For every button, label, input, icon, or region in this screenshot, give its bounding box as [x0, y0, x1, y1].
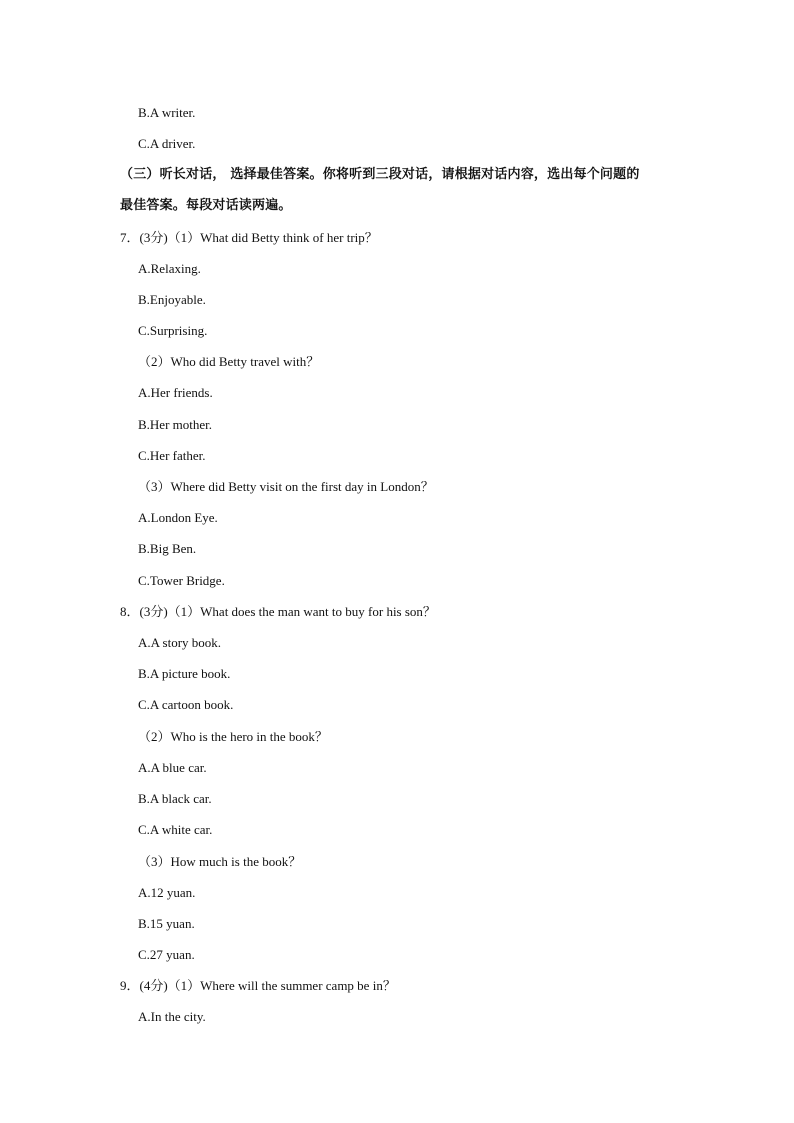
question-7-stem: 7．(3分)（1）What did Betty think of her trip？ — [120, 230, 378, 245]
q7-part3-option-a: A.London Eye. — [138, 510, 218, 525]
q8-part3-option-a: A.12 yuan. — [138, 885, 196, 900]
q8-part3-question: （3）How much is the book？ — [138, 854, 302, 869]
q7-part3-option-b: B.Big Ben. — [138, 541, 197, 556]
section-heading-line1: （三）听长对话， 选择最佳答案。你将听到三段对话，请根据对话内容，选出每个问题的 — [120, 167, 640, 182]
q7-part3-option-c: C.Tower Bridge. — [138, 573, 225, 588]
q8-part1-option-b: B.A picture book. — [138, 666, 231, 681]
q7-part1-option-c: C.Surprising. — [138, 323, 208, 338]
q7-part1-option-a: A.Relaxing. — [138, 261, 201, 276]
q7-part1-option-b: B.Enjoyable. — [138, 292, 206, 307]
q7-part2-option-b: B.Her mother. — [138, 417, 213, 432]
q8-part2-question: （2）Who is the hero in the book？ — [138, 729, 328, 744]
q8-part3-option-c: C.27 yuan. — [138, 947, 195, 962]
option-c-driver: C.A driver. — [138, 136, 196, 151]
question-8-stem: 8．(3分)（1）What does the man want to buy for his son？ — [120, 604, 436, 619]
section-heading-line2: 最佳答案。每段对话读两遍。 — [120, 198, 292, 213]
q7-part2-option-c: C.Her father. — [138, 448, 206, 463]
q8-part2-option-c: C.A white car. — [138, 822, 213, 837]
q9-part1-option-a: A.In the city. — [138, 1009, 206, 1024]
q8-part2-option-a: A.A blue car. — [138, 760, 207, 775]
q7-part2-option-a: A.Her friends. — [138, 385, 213, 400]
q8-part1-option-c: C.A cartoon book. — [138, 697, 234, 712]
question-9-stem: 9．(4分)（1）Where will the summer camp be in？ — [120, 978, 396, 993]
q8-part2-option-b: B.A black car. — [138, 791, 212, 806]
q8-part3-option-b: B.15 yuan. — [138, 916, 195, 931]
q8-part1-option-a: A.A story book. — [138, 635, 222, 650]
option-b-writer: B.A writer. — [138, 105, 196, 120]
q7-part2-question: （2）Who did Betty travel with？ — [138, 354, 320, 369]
q7-part3-question: （3）Where did Betty visit on the first day in London？ — [138, 479, 434, 494]
